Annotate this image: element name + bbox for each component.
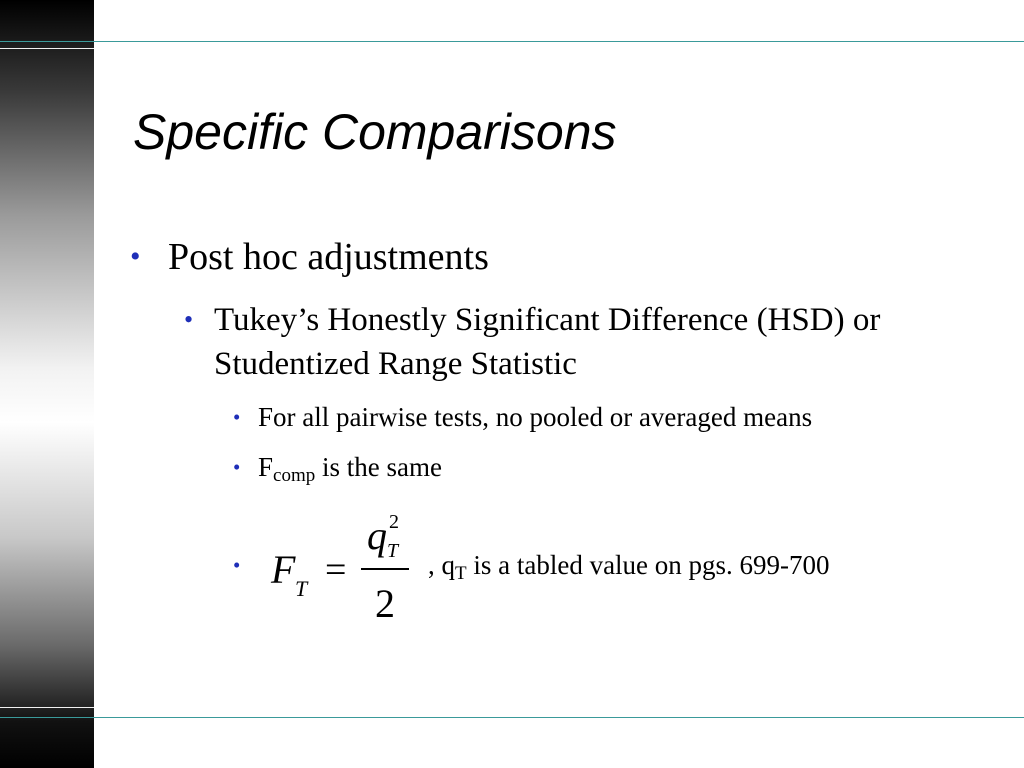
bullet-text: Post hoc adjustments xyxy=(168,236,489,278)
slide-title: Specific Comparisons xyxy=(133,104,617,160)
bullet-text: Tukey’s Honestly Significant Difference (HSD) or Studentized Range Statistic xyxy=(214,302,881,382)
formula-numerator-subscript: T xyxy=(387,540,399,562)
fcomp-rest: is the same xyxy=(315,452,442,482)
bullet-marker: • xyxy=(233,405,241,429)
bullet-marker: • xyxy=(184,305,194,334)
formula-denominator: 2 xyxy=(375,581,395,626)
formula-note-subscript: T xyxy=(455,563,467,584)
formula-fraction-bar xyxy=(361,568,409,570)
decorative-side-gradient xyxy=(0,0,94,768)
bottom-rule-highlight xyxy=(0,707,94,708)
bottom-rule xyxy=(0,717,1024,718)
fcomp-subscript: comp xyxy=(273,465,316,486)
formula-lhs: F xyxy=(271,547,296,592)
formula-equals: = xyxy=(325,549,347,591)
formula-lhs-subscript: T xyxy=(295,576,308,601)
bullet-marker: • xyxy=(233,553,241,577)
formula-note-prefix: , q xyxy=(428,550,455,580)
top-rule xyxy=(0,41,1024,42)
bullet-text xyxy=(258,450,442,493)
formula-note xyxy=(428,548,830,591)
bullet-marker: • xyxy=(233,455,241,479)
top-rule-highlight xyxy=(0,48,94,49)
bullet-text: For all pairwise tests, no pooled or averaged means xyxy=(258,402,813,432)
fcomp-main: F xyxy=(258,452,274,482)
formula-note-rest: is a tabled value on pgs. 699-700 xyxy=(466,550,830,580)
formula-numerator-superscript: 2 xyxy=(389,511,399,533)
bullet-marker: • xyxy=(130,240,141,273)
formula-ft xyxy=(271,508,421,626)
formula-numerator: q xyxy=(367,513,387,558)
